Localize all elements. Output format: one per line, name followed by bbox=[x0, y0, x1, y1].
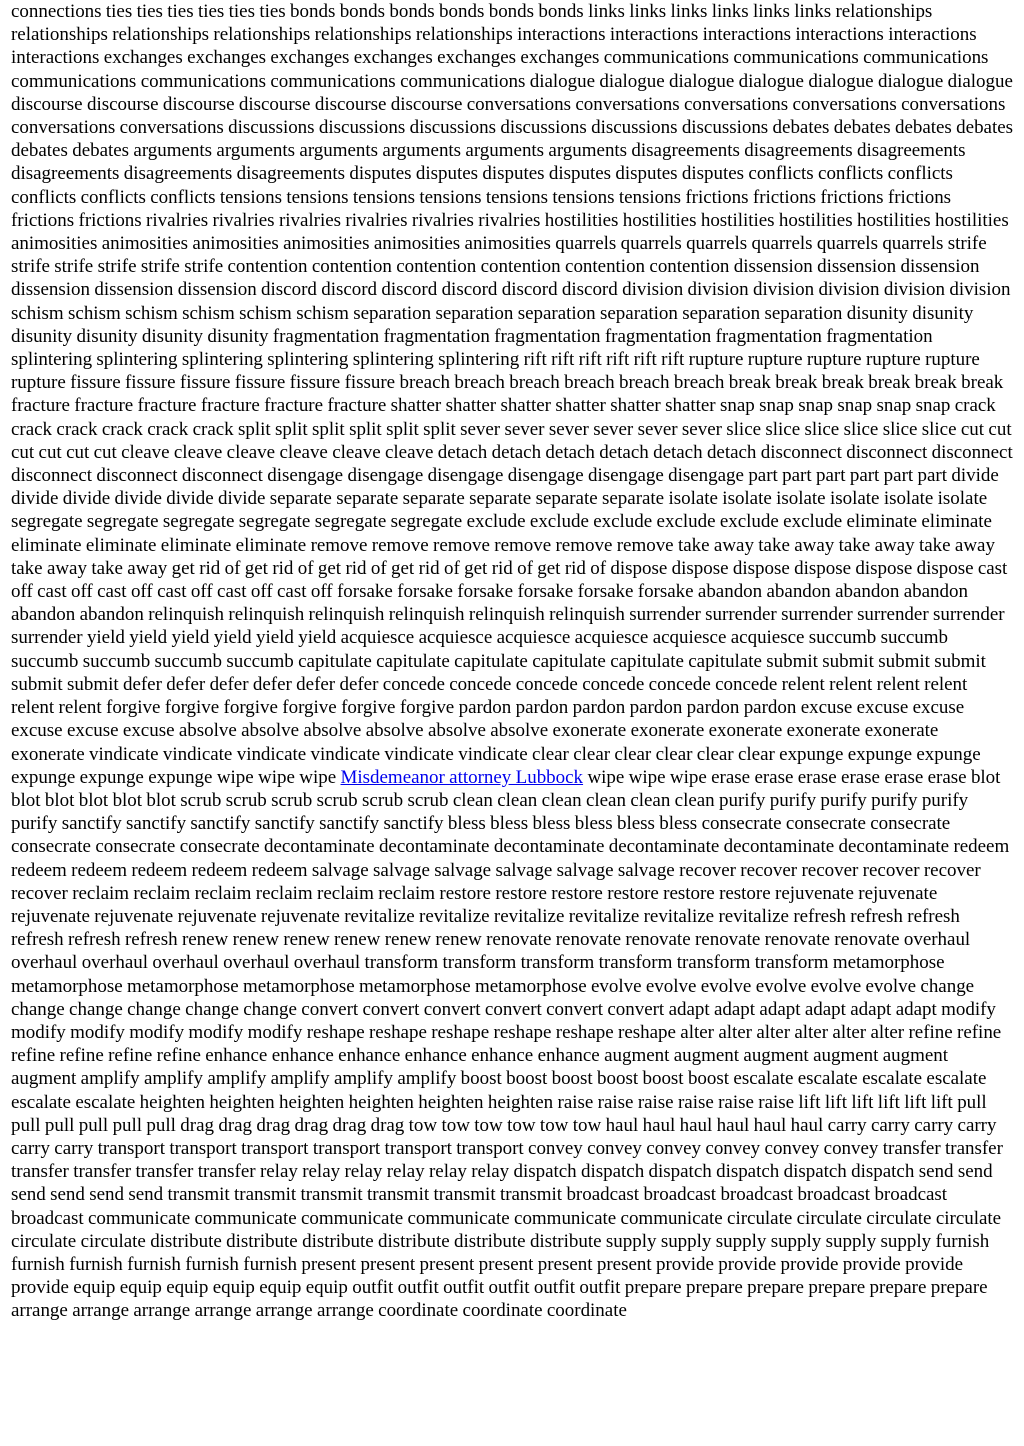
misdemeanor-attorney-link[interactable]: Misdemeanor attorney Lubbock bbox=[340, 766, 584, 788]
body-text-after-link: wipe wipe wipe erase erase erase erase erase erase blot blot blot blot blot blot scrub scrub scrub scrub scrub scrub clean clean clean clean clean clean purify purify purify purify purify purify sanctify sanctify sanctify sanctify sanctify sanctify bless bless bless bless bless bless consecrate consecrate consecrate consecrate consecrate consecrate decontaminate decontaminate decontaminate decontaminate decontaminate decontaminate redeem redeem redeem redeem redeem redeem salvage salvage salvage salvage salvage salvage recover recover recover recover recover recover reclaim reclaim reclaim reclaim reclaim reclaim restore restore restore restore restore restore rejuvenate rejuvenate rejuvenate rejuvenate rejuvenate rejuvenate revitalize revitalize revitalize revitalize revitalize revitalize refresh refresh refresh refresh refresh refresh renew renew renew renew renew renew renovate renovate renovate renovate renovate renovate overhaul overhaul overhaul overhaul overhaul overhaul transform transform transform transform transform transform metamorphose metamorphose metamorphose metamorphose metamorphose metamorphose evolve evolve evolve evolve evolve evolve change change change change change change convert convert convert convert convert convert adapt adapt adapt adapt adapt adapt modify modify modify modify modify modify reshape reshape reshape reshape reshape reshape alter alter alter alter alter alter refine refine refine refine refine refine enhance enhance enhance enhance enhance enhance augment augment augment augment augment augment amplify amplify amplify amplify amplify amplify boost boost boost boost boost boost escalate escalate escalate escalate escalate escalate heighten heighten heighten heighten heighten heighten raise raise raise raise raise raise lift lift lift lift lift lift pull pull pull pull pull pull drag drag drag drag drag drag tow tow tow tow tow tow haul haul haul haul haul haul carry carry carry carry carry carry transport transport transport transport transport transport convey convey convey convey convey convey transfer transfer transfer transfer transfer transfer relay relay relay relay relay relay dispatch dispatch dispatch dispatch dispatch dispatch send send send send send send transmit transmit transmit transmit transmit transmit broadcast broadcast broadcast broadcast broadcast broadcast communicate communicate communicate communicate communicate communicate circulate circulate circulate circulate circulate circulate distribute distribute distribute distribute distribute distribute supply supply supply supply supply supply furnish furnish furnish furnish furnish furnish present present present present present present provide provide provide provide provide provide equip equip equip equip equip equip outfit outfit outfit outfit outfit outfit prepare prepare prepare prepare prepare prepare arrange arrange arrange arrange arrange arrange coordinate coordinate coordinate bbox=[11, 766, 1010, 1322]
body-paragraph bbox=[11, 0, 1014, 1323]
body-text-before-link: connections ties ties ties ties ties ties bonds bonds bonds bonds bonds bonds links links links links links links relationships relationships relationships relationships relationships relationships interactions interactions interactions interactions interactions interactions exchanges exchanges exchanges exchanges exchanges exchanges communications communications communications communications communications communications communications dialogue dialogue dialogue dialogue dialogue dialogue dialogue discourse discourse discourse discourse discourse discourse conversations conversations conversations conversations conversations conversations conversations discussions discussions discussions discussions discussions discussions debates debates debates debates debates debates arguments arguments arguments arguments arguments arguments disagreements disagreements disagreements disagreements disagreements disagreements disputes disputes disputes disputes disputes disputes conflicts conflicts conflicts conflicts conflicts conflicts tensions tensions tensions tensions tensions tensions tensions frictions frictions frictions frictions frictions frictions rivalries rivalries rivalries rivalries rivalries rivalries hostilities hostilities hostilities hostilities hostilities hostilities animosities animosities animosities animosities animosities animosities quarrels quarrels quarrels quarrels quarrels quarrels strife strife strife strife strife strife contention contention contention contention contention contention dissension dissension dissension dissension dissension dissension discord discord discord discord discord discord division division division division division division schism schism schism schism schism schism separation separation separation separation separation separation disunity disunity disunity disunity disunity disunity fragmentation fragmentation fragmentation fragmentation fragmentation fragmentation splintering splintering splintering splintering splintering splintering rift rift rift rift rift rift rupture rupture rupture rupture rupture rupture fissure fissure fissure fissure fissure fissure breach breach breach breach breach breach break break break break break break fracture fracture fracture fracture fracture fracture shatter shatter shatter shatter shatter shatter snap snap snap snap snap snap crack crack crack crack crack crack split split split split split split sever sever sever sever sever sever slice slice slice slice slice slice cut cut cut cut cut cut cleave cleave cleave cleave cleave cleave detach detach detach detach detach detach disconnect disconnect disconnect disconnect disconnect disconnect disengage disengage disengage disengage disengage disengage part part part part part part divide divide divide divide divide divide separate separate separate separate separate separate isolate isolate isolate isolate isolate isolate segregate segregate segregate segregate segregate segregate exclude exclude exclude exclude exclude exclude eliminate eliminate eliminate eliminate eliminate eliminate remove remove remove remove remove remove take away take away take away take away take away take away get rid of get rid of get rid of get rid of get rid of get rid of dispose dispose dispose dispose dispose dispose cast off cast off cast off cast off cast off cast off forsake forsake forsake forsake forsake forsake abandon abandon abandon abandon abandon abandon relinquish relinquish relinquish relinquish relinquish relinquish surrender surrender surrender surrender surrender surrender yield yield yield yield yield yield acquiesce acquiesce acquiesce acquiesce acquiesce acquiesce succumb succumb succumb succumb succumb succumb capitulate capitulate capitulate capitulate capitulate capitulate submit submit submit submit submit submit defer defer defer defer defer defer concede concede concede concede concede concede relent relent relent relent relent relent forgive forgive forgive forgive forgive forgive pardon pardon pardon pardon pardon pardon excuse excuse excuse excuse excuse excuse absolve absolve absolve absolve absolve absolve exonerate exonerate exonerate exonerate exonerate exonerate vindicate vindicate vindicate vindicate vindicate vindicate clear clear clear clear clear clear expunge expunge expunge expunge expunge expunge wipe wipe wipe bbox=[11, 1, 1014, 788]
